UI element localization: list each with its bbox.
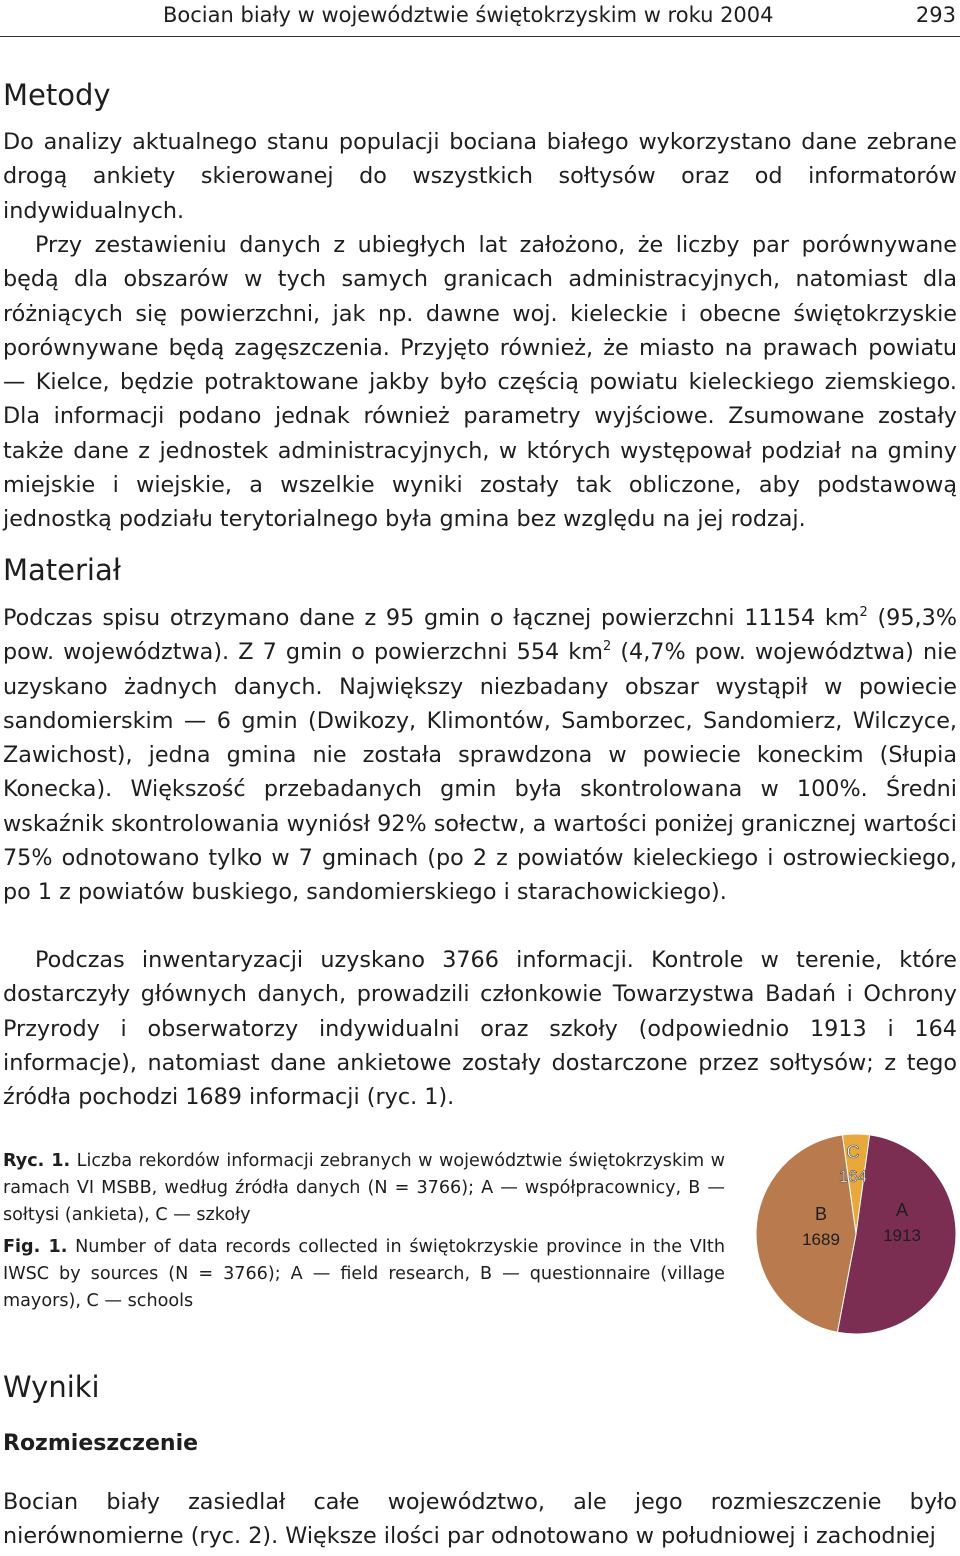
paragraph-text: (4,7% pow. województwa) nie uzyskano żadnych danych. Największy niezbadany obszar wystąpił w powiecie sandomierskim — 6 gmin (Dwikozy, Klimontów, Samborzec, Sandomierz, Wilczyce, Zawichost), jedna gmina nie została sprawdzona w powiecie koneckim (Słupia Konecka). Większość przebadanych gmin była skontrolowana w 100%. Średni wskaźnik skontrolowania wyniósł 92% sołectw, a wartości poniżej granicznej wartości 75% odnotowano tylko w 7 gminach (po 2 z powiatów kieleckiego i ostrowieckiego, po 1 z powiatów buskiego, sandomierskiego i starachowickiego). [3, 639, 957, 906]
superscript: 2 [602, 639, 612, 655]
figure-caption-pl [3, 1148, 725, 1230]
section-heading-metody: Metody [3, 78, 111, 112]
paragraph-text: (95,3% pow. województwa). Z 7 gmin o powierzchni 554 km [3, 605, 958, 666]
caption-text: Number of data records collected in świętokrzyskie province in the VIth IWSC by sources (N = 3766); A — field research, B — questionnaire (village mayors), C — schools [3, 1237, 725, 1312]
section-heading-material: Materiał [3, 553, 121, 587]
paragraph-material-1 [3, 601, 957, 910]
paragraph-metody-2 [3, 228, 957, 537]
paragraph-wyniki-1 [3, 1485, 957, 1554]
caption-label: Ryc. 1. [3, 1151, 71, 1171]
pie-label-a: A [895, 1200, 909, 1220]
running-header [0, 0, 960, 37]
pie-value-label-c: 164 [838, 1167, 868, 1186]
figure-caption-en [3, 1234, 725, 1316]
section-heading-wyniki: Wyniki [3, 1370, 100, 1404]
pie-label-c: C [846, 1142, 860, 1162]
caption-label: Fig. 1. [3, 1237, 68, 1257]
running-title: Bocian biały w województwie świętokrzyskim w roku 2004 [163, 3, 774, 27]
paragraph-text: Przy zestawieniu danych z ubiegłych lat założono, że liczby par porównywane będą dla obszarów w tych samych granicach administracyjnych, natomiast dla różniących się powierzchni, jak np. dawne woj. kieleckie i obecne świętokrzyskie porównywane będą zagęszczenia. Przyjęto również, że miasto na prawach powiatu — Kielce, będzie potraktowane jakby było częścią powiatu kieleckiego ziemskiego. Dla informacji podano jednak również parametry wyjściowe. Zsumowane zostały także dane z jednostek administracyjnych, w których występował podział na gminy miejskie i wiejskie, a wszelkie wyniki zostały tak obliczone, aby podstawową jednostką podziału terytorialnego była gmina bez względu na jej rodzaj. [3, 232, 957, 533]
pie-value-label-a: 1913 [883, 1226, 921, 1245]
paragraph-text: Podczas spisu otrzymano dane z 95 gmin o łącznej powierzchni 11154 km [3, 605, 860, 631]
paragraph-text: Bocian biały zasiedlał całe województwo, ale jego rozmieszczenie było nierównomierne (ryc. 2). Większe ilości par odnotowano w południowej i zachodniej [3, 1489, 957, 1550]
paragraph-text: Podczas inwentaryzacji uzyskano 3766 informacji. Kontrole w terenie, które dostarczyły głównych danych, prowadzili członkowie Towarzystwa Badań i Ochrony Przyrody i obserwatorzy indywidualni oraz szkoły (odpowiednio 1913 i 164 informacje), natomiast dane ankietowe zostały dostarczone przez sołtysów; z tego źródła pochodzi 1689 informacji (ryc. 1). [3, 947, 957, 1111]
paragraph-material-2 [3, 943, 957, 1114]
paragraph-text: Do analizy aktualnego stanu populacji bociana białego wykorzystano dane zebrane drogą ankiety skierowanej do wszystkich sołtysów oraz od informatorów indywidualnych. [3, 129, 957, 224]
subheading-rozmieszczenie: Rozmieszczenie [3, 1431, 199, 1456]
pie-chart [752, 1128, 960, 1340]
pie-label-b: B [814, 1204, 828, 1224]
pie-chart-svg [752, 1128, 960, 1340]
pie-value-label-b: 1689 [802, 1230, 840, 1249]
caption-text: Liczba rekordów informacji zebranych w województwie świętokrzyskim w ramach VI MSBB, według źródła danych (N = 3766); A — współpracownicy, B — sołtysi (ankieta), C — szkoły [3, 1151, 726, 1226]
page-number: 293 [915, 3, 956, 27]
superscript: 2 [859, 605, 868, 620]
paragraph-metody-1 [3, 125, 957, 228]
